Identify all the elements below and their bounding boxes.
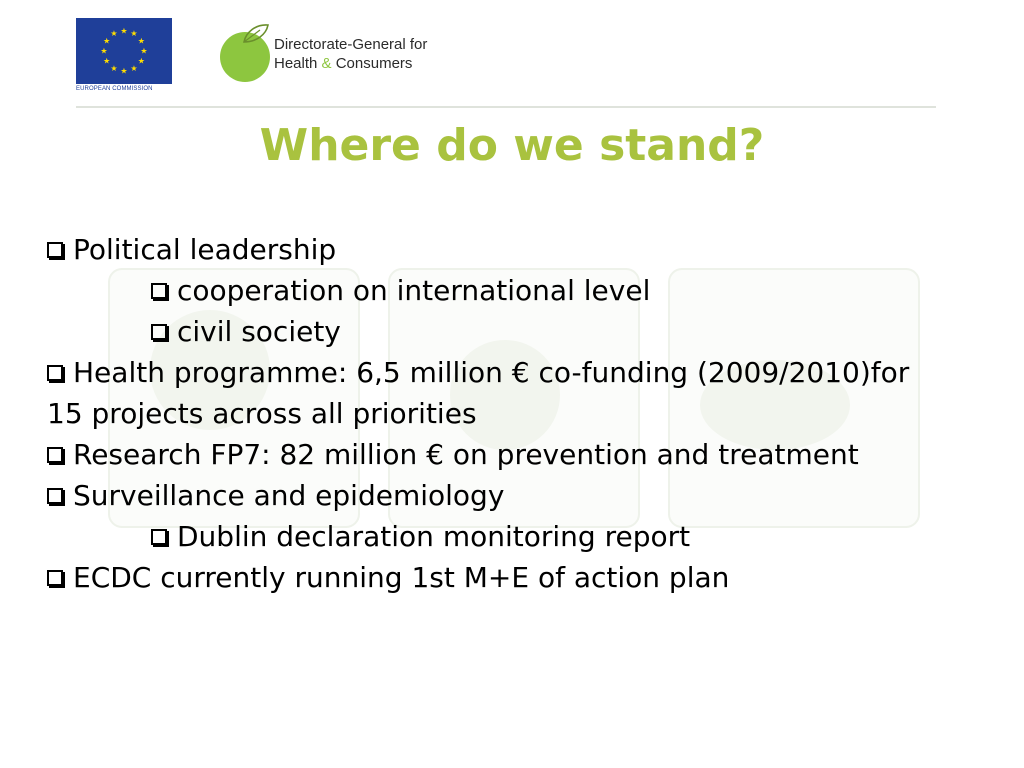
bullet-text: cooperation on international level — [177, 274, 651, 307]
eu-star-icon: ★ — [100, 46, 108, 56]
bullet-item — [47, 516, 947, 557]
header-divider — [76, 106, 936, 108]
leaf-icon — [238, 22, 272, 46]
dg-logo-ampersand: & — [321, 55, 332, 72]
eu-star-icon: ★ — [137, 36, 145, 46]
eu-star-icon: ★ — [130, 63, 138, 73]
bullet-text: Dublin declaration monitoring report — [177, 520, 691, 553]
bullet-text: Research FP7: 82 million € on prevention and treatment — [73, 438, 859, 471]
bullet-item — [47, 475, 947, 516]
bullet-list — [47, 229, 947, 598]
bullet-item — [47, 229, 947, 270]
eu-star-icon: ★ — [120, 66, 128, 76]
eu-star-icon: ★ — [103, 36, 111, 46]
bullet-text: Health programme: 6,5 million € co-funding (2009/2010)for 15 projects across all priorities — [47, 356, 910, 430]
dg-logo-health: Health — [274, 55, 322, 72]
bullet-item — [47, 270, 947, 311]
dg-logo-line1: Directorate-General for — [274, 36, 428, 53]
checkbox-bullet-icon — [47, 570, 63, 586]
eu-star-icon: ★ — [140, 46, 148, 56]
dg-health-consumers-logo — [220, 20, 460, 86]
bullet-text: civil society — [177, 315, 341, 348]
checkbox-bullet-icon — [151, 324, 167, 340]
checkbox-bullet-icon — [151, 529, 167, 545]
eu-star-icon: ★ — [137, 56, 145, 66]
checkbox-bullet-icon — [47, 488, 63, 504]
bullet-text: Surveillance and epidemiology — [73, 479, 505, 512]
eu-star-icon: ★ — [110, 29, 118, 39]
eu-flag-icon — [76, 18, 172, 84]
eu-logo-caption: EUROPEAN COMMISSION — [76, 86, 153, 92]
european-commission-logo — [76, 18, 172, 94]
dg-logo-line2 — [274, 55, 412, 72]
slide-title: Where do we stand? — [259, 120, 765, 171]
bullet-item — [47, 352, 947, 434]
checkbox-bullet-icon — [47, 242, 63, 258]
dg-logo-consumers: Consumers — [331, 55, 413, 72]
eu-star-icon: ★ — [130, 29, 138, 39]
eu-star-icon: ★ — [120, 26, 128, 36]
bullet-item — [47, 311, 947, 352]
eu-star-icon: ★ — [103, 56, 111, 66]
checkbox-bullet-icon — [47, 365, 63, 381]
bullet-text: ECDC currently running 1st M+E of action plan — [73, 561, 730, 594]
checkbox-bullet-icon — [47, 447, 63, 463]
bullet-item — [47, 434, 947, 475]
bullet-text: Political leadership — [73, 233, 337, 266]
eu-star-icon: ★ — [110, 63, 118, 73]
checkbox-bullet-icon — [151, 283, 167, 299]
bullet-item — [47, 557, 947, 598]
